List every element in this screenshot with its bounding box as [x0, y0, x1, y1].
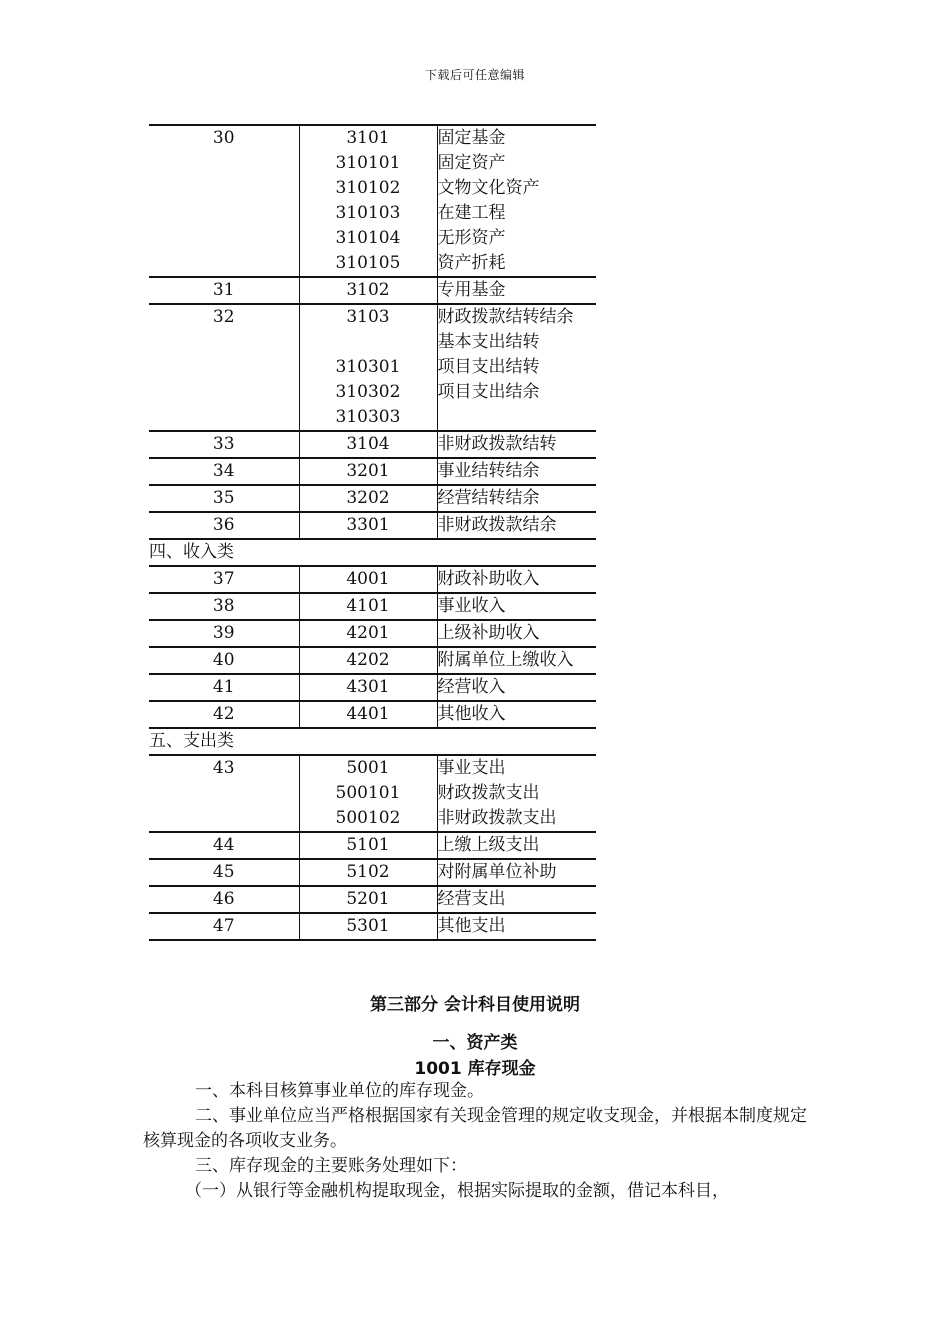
- account-name: 项目支出结余: [437, 382, 540, 402]
- account-code-cell: [299, 458, 437, 485]
- account-code-cell: [299, 593, 437, 620]
- account-name-cell: [437, 304, 596, 431]
- account-code: 4401: [346, 704, 390, 724]
- account-name: 事业支出: [437, 758, 506, 778]
- row-number-text: 40: [212, 650, 235, 670]
- account-code: 310303: [335, 407, 401, 427]
- account-name: 固定资产: [437, 153, 506, 173]
- account-code: 500102: [335, 808, 401, 828]
- account-name: 项目支出结转: [437, 357, 540, 377]
- account-code: 310102: [335, 178, 401, 198]
- table-row: [149, 859, 596, 886]
- account-name: 经营收入: [437, 677, 506, 697]
- account-name: 专用基金: [437, 280, 506, 300]
- paragraph: 二、事业单位应当严格根据国家有关现金管理的规定收支现金，并根据本制度规定核算现金的各项收支业务。: [143, 1106, 807, 1151]
- account-code: 3201: [346, 461, 390, 481]
- account-code: 4301: [346, 677, 390, 697]
- row-number-text: 31: [212, 280, 235, 300]
- account-code: [300, 330, 437, 355]
- row-number: [149, 647, 299, 674]
- table-row: [149, 620, 596, 647]
- account-name: 基本支出结转: [437, 332, 540, 352]
- row-number-text: 39: [212, 623, 235, 643]
- row-number: [149, 277, 299, 304]
- table-row: [149, 125, 596, 277]
- row-number-text: 35: [212, 488, 235, 508]
- row-number: [149, 125, 299, 277]
- row-number-text: 45: [212, 862, 235, 882]
- table-row: [149, 913, 596, 940]
- account-name-cell: [437, 485, 596, 512]
- table-row: [149, 701, 596, 728]
- account-name: 附属单位上缴收入: [437, 650, 574, 670]
- row-number: [149, 593, 299, 620]
- account-name: 非财政拨款支出: [437, 808, 557, 828]
- account-code: 3301: [346, 515, 390, 535]
- account-code-cell: [299, 859, 437, 886]
- account-name-cell: [437, 512, 596, 539]
- account-code-cell: [299, 512, 437, 539]
- account-name: 在建工程: [437, 203, 506, 223]
- row-number: [149, 566, 299, 593]
- row-number-text: 46: [212, 889, 235, 909]
- account-name: 上级补助收入: [437, 623, 540, 643]
- account-name-cell: [437, 593, 596, 620]
- section-label: 四、收入类: [149, 539, 596, 566]
- account-name-cell: [437, 859, 596, 886]
- section-label: 五、支出类: [149, 728, 596, 755]
- account-name: 上缴上级支出: [437, 835, 540, 855]
- table-row: [149, 886, 596, 913]
- row-number: [149, 458, 299, 485]
- account-name-cell: [437, 886, 596, 913]
- account-name: 固定基金: [437, 128, 506, 148]
- row-number-text: 42: [212, 704, 235, 724]
- account-code: 3102: [346, 280, 390, 300]
- account-code-cell: [299, 674, 437, 701]
- account-code: 4101: [346, 596, 390, 616]
- account-code: 310301: [335, 357, 401, 377]
- account-code-cell: [299, 886, 437, 913]
- account-code: 310101: [335, 153, 401, 173]
- account-name-cell: [437, 431, 596, 458]
- account-name: 财政补助收入: [437, 569, 540, 589]
- table-row: [149, 647, 596, 674]
- paragraph: 一、本科目核算事业单位的库存现金。: [195, 1081, 484, 1101]
- row-number-text: 43: [212, 758, 235, 778]
- account-name-cell: [437, 755, 596, 832]
- account-name: 经营结转结余: [437, 488, 540, 508]
- account-code-cell: [299, 620, 437, 647]
- account-name-cell: [437, 620, 596, 647]
- account-name: 其他支出: [437, 916, 506, 936]
- account-code: 5301: [346, 916, 390, 936]
- account-name: 资产折耗: [437, 253, 506, 273]
- account-name: 经营支出: [437, 889, 506, 909]
- account-code-cell: [299, 277, 437, 304]
- account-code: 310105: [335, 253, 401, 273]
- row-number: [149, 832, 299, 859]
- account-name: 事业收入: [437, 596, 506, 616]
- row-number: [149, 913, 299, 940]
- table-row: [149, 485, 596, 512]
- account-code-cell: [299, 304, 437, 431]
- account-name: 其他收入: [437, 704, 506, 724]
- row-number: [149, 755, 299, 832]
- account-code: 310104: [335, 228, 401, 248]
- table-row: [149, 458, 596, 485]
- account-name: 财政拨款支出: [437, 783, 540, 803]
- account-code: 5001: [346, 758, 390, 778]
- row-number: [149, 304, 299, 431]
- account-code: 3104: [346, 434, 390, 454]
- section-row: [149, 539, 596, 566]
- row-number-text: 36: [212, 515, 235, 535]
- account-code-cell: [299, 485, 437, 512]
- row-number-text: 37: [212, 569, 235, 589]
- account-code-cell: [299, 431, 437, 458]
- account-name-cell: [437, 566, 596, 593]
- account-name: 非财政拨款结余: [437, 515, 557, 535]
- table-row: [149, 566, 596, 593]
- row-number: [149, 674, 299, 701]
- account-code-cell: [299, 832, 437, 859]
- account-name: 文物文化资产: [437, 178, 540, 198]
- account-name-cell: [437, 458, 596, 485]
- row-number-text: 47: [212, 916, 235, 936]
- row-number-text: 30: [212, 128, 235, 148]
- accounts-table: [149, 124, 596, 941]
- account-code-cell: [299, 125, 437, 277]
- row-number: [149, 886, 299, 913]
- part-title: 第三部分 会计科目使用说明: [370, 995, 580, 1015]
- account-code: 3101: [346, 128, 390, 148]
- row-number-text: 38: [212, 596, 235, 616]
- row-number: [149, 620, 299, 647]
- row-number-text: 32: [212, 307, 235, 327]
- row-number-text: 41: [212, 677, 235, 697]
- row-number: [149, 485, 299, 512]
- row-number: [149, 701, 299, 728]
- account-code-cell: [299, 755, 437, 832]
- account-name: 财政拨款结转结余: [437, 307, 574, 327]
- account-name-cell: [437, 913, 596, 940]
- account-code: 5102: [346, 862, 390, 882]
- account-name-cell: [437, 674, 596, 701]
- account-name-cell: [437, 125, 596, 277]
- table-row: [149, 755, 596, 832]
- account-code: 4202: [346, 650, 390, 670]
- row-number: [149, 512, 299, 539]
- body-text: [143, 1079, 819, 1204]
- table-row: [149, 431, 596, 458]
- account-code: 310103: [335, 203, 401, 223]
- account-code: 4201: [346, 623, 390, 643]
- account-code: 3202: [346, 488, 390, 508]
- account-name: 无形资产: [437, 228, 506, 248]
- row-number-text: 33: [212, 434, 235, 454]
- account-code: 5201: [346, 889, 390, 909]
- account-name-cell: [437, 832, 596, 859]
- account-code: 310302: [335, 382, 401, 402]
- account-name-cell: [437, 277, 596, 304]
- table-row: [149, 593, 596, 620]
- table-row: [149, 277, 596, 304]
- section-row: [149, 728, 596, 755]
- account-name: 对附属单位补助: [437, 862, 557, 882]
- row-number-text: 34: [212, 461, 235, 481]
- account-name: 事业结转结余: [437, 461, 540, 481]
- account-code: 4001: [346, 569, 390, 589]
- paragraph: 三、库存现金的主要账务处理如下：: [195, 1156, 467, 1176]
- category-title: 一、资产类: [432, 1033, 518, 1053]
- page-header: 下载后可任意编辑: [424, 68, 525, 82]
- table-row: [149, 512, 596, 539]
- account-code-cell: [299, 566, 437, 593]
- account-code-cell: [299, 647, 437, 674]
- account-code: 500101: [335, 783, 401, 803]
- row-number: [149, 859, 299, 886]
- paragraph: （一）从银行等金融机构提取现金，根据实际提取的金额，借记本科目，: [185, 1181, 729, 1201]
- table-row: [149, 304, 596, 431]
- table-row: [149, 674, 596, 701]
- account-name-cell: [437, 647, 596, 674]
- account-code: 5101: [346, 835, 390, 855]
- account-code-cell: [299, 913, 437, 940]
- row-number: [149, 431, 299, 458]
- item-title: 1001 库存现金: [414, 1059, 536, 1079]
- table-row: [149, 832, 596, 859]
- account-name-cell: [437, 701, 596, 728]
- account-code-cell: [299, 701, 437, 728]
- row-number-text: 44: [212, 835, 235, 855]
- account-name: 非财政拨款结转: [437, 434, 557, 454]
- account-code: 3103: [346, 307, 390, 327]
